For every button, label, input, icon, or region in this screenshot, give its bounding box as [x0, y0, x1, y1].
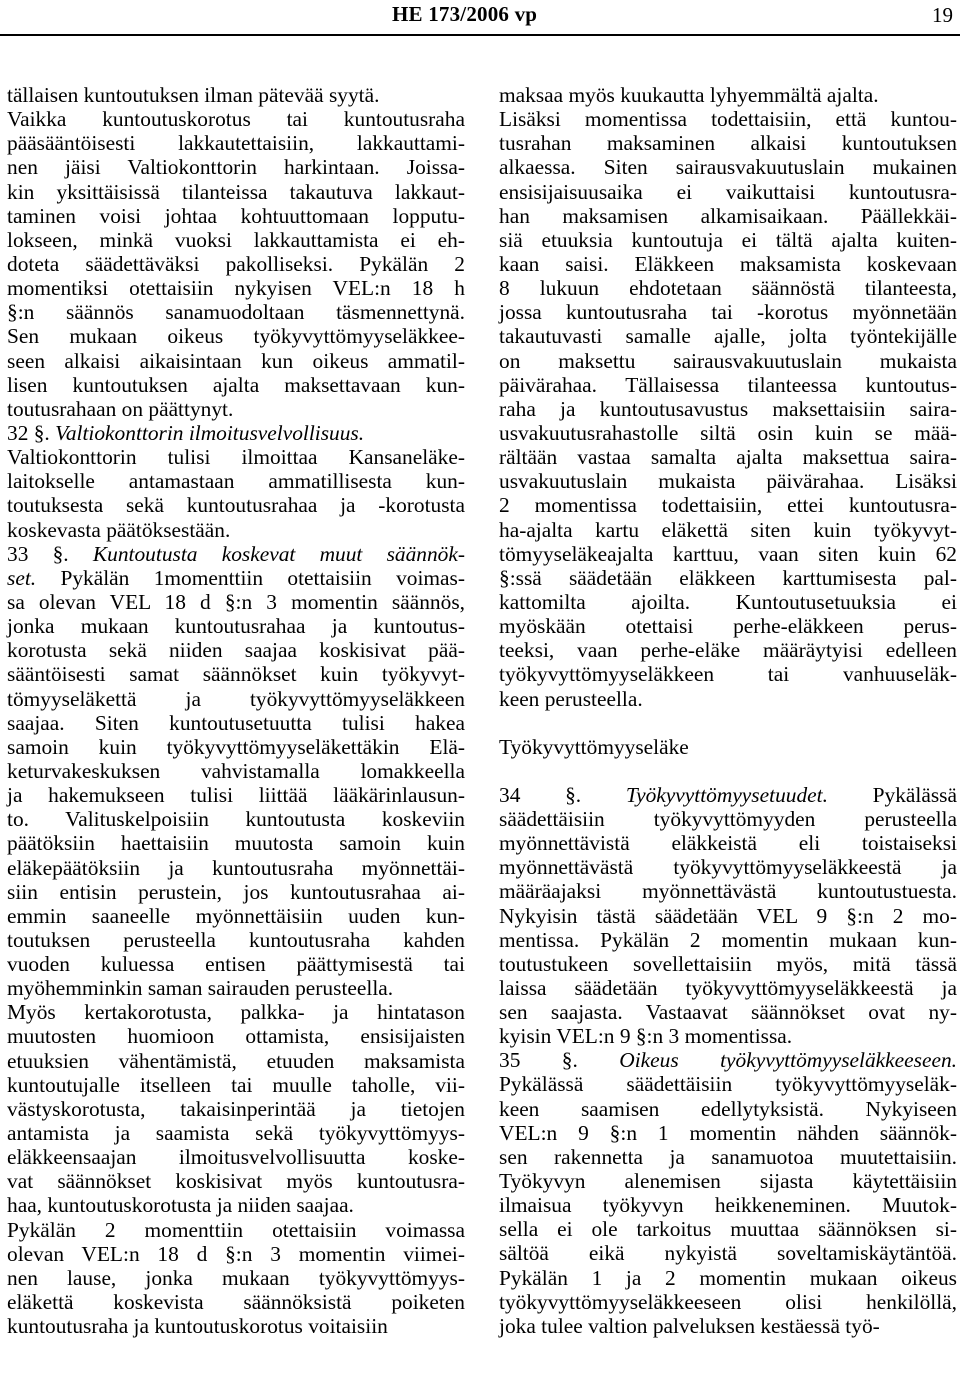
text-line: tusrahan maksaminen alkaisi kuntoutuksen [499, 131, 957, 156]
spacer [499, 711, 957, 735]
text-line: jonka mukaan kuntoutusrahaa ja kuntoutus- [7, 614, 465, 639]
text-line: eläkkeensaajan ilmoitusvelvollisuutta koske- [7, 1145, 465, 1170]
text-line: myöhemminkin saman sairauden perusteella. [7, 976, 394, 1001]
text-line: sältöä eikä nykyistä soveltamiskäytäntöä. [499, 1241, 957, 1266]
text-line: ilmaisua työkyvyn heikkeneminen. Muutok- [499, 1193, 957, 1218]
text-line: §:n säännös sanamuodoltaan täsmennettynä. [7, 300, 465, 325]
text-line: sääntöisesti samat säännökset kuin työkyvyt- [7, 662, 465, 687]
text-line: korotusta sekä niiden saajaa koskisivat pää- [7, 638, 465, 663]
text-line: pääsääntöisesti lakkautettaisiin, lakkauttami- [7, 131, 465, 156]
text-line: ja hakemukseen tulisi liittää lääkärinlausun- [7, 783, 465, 808]
text-line: maksaa myös kuukautta lyhyemmältä ajalta. [499, 83, 879, 107]
text-line: keen saamisen edellytyksistä. Nykyiseen [499, 1096, 957, 1121]
text-line: rältään vastaa samalta ajalta maksettua saira- [499, 445, 957, 470]
text-line: kuntoutusraha ja kuntoutuskorotus voitaisiin [7, 1314, 388, 1339]
text-line: sen saajasta. Vastaavat säännökset ovat ny- [499, 1000, 957, 1025]
text-line: työkyvyttömyyseläkkeeseen olisi henkilöllä, [499, 1289, 957, 1314]
text-line: alkaessa. Siten sairausvakuutuslain mukainen [499, 155, 957, 180]
text-line: Pykälässä säädettäisiin työkyvyttömyyseläk- [499, 1072, 957, 1097]
text-line: lokseen, minkä vuoksi lakkauttamista ei eh- [7, 227, 465, 252]
text-line: 8 lukuun ehdotetaan säännöstä tilanteesta, [499, 276, 957, 301]
text-line: takautuvasti samalle ajalle, jolta työntekijälle [499, 324, 957, 349]
text-line: raha ja kuntoutusavustus maksettaisiin saira- [499, 396, 957, 421]
text-line: tällaisen kuntoutuksen ilman pätevää syytä. [7, 83, 380, 107]
text-line: on maksettu sairausvakuutuslain mukaista [499, 348, 957, 373]
text-line: toutustukeen sovellettaisiin myös, mitä tässä [499, 951, 957, 976]
text-line: sella ei ole tarkoitus muuttaa säännöksen si- [499, 1217, 957, 1242]
text-line: teeksi, vaan perhe-eläke määräytyisi edelleen [499, 638, 957, 663]
text-line: nen jäisi Valtiokonttorin harkintaan. Joissa- [7, 155, 465, 180]
header-rule [0, 34, 960, 36]
text-line: keturvakeskuksen vahvistamalla lomakkeella [7, 758, 465, 783]
text-line: siin entisin perustein, jos kuntoutusrahaa ai- [7, 879, 465, 904]
text-line: päätöksiin haettaisiin muutosta samoin kuin [7, 831, 465, 856]
text-line: kyisin VEL:n 9 §:n 3 momentissa. [499, 1024, 793, 1049]
text-line: etuuksien vähentämistä, etuuden maksamista [7, 1048, 465, 1073]
text-line: Vaikka kuntoutuskorotus tai kuntoutusraha [7, 107, 465, 132]
document-id: HE 173/2006 vp [392, 2, 538, 26]
text-line: eläkettä koskevista säännöksistä poiketen [7, 1290, 465, 1315]
text-line: toutusrahaan on päättynyt. [7, 396, 234, 421]
text-line: myönnettävästä työkyvyttömyyseläkkeestä ja [499, 855, 957, 880]
text-line: jossa kuntoutusraha tai -korotus myönnetään [499, 300, 957, 325]
right-column [499, 83, 957, 1338]
text-line: to. Valituskelpoisiin kuntoutusta koskeviin [7, 807, 465, 832]
text-line: 2 momentissa todettaisiin, ettei kuntoutusra- [499, 493, 957, 518]
text-line: kuntoutujalle itselleen tai muulle taholle, vii- [7, 1072, 465, 1097]
text-line: usvakuutuslain mukaista päivärahaa. Lisäksi [499, 469, 957, 494]
text-line: doteta säädettäväksi pakolliseksi. Pykälän 2 [7, 251, 465, 276]
text-line: momentiksi otettaisiin nykyisen VEL:n 18 h [7, 276, 465, 301]
text-line: saajaa. Siten kuntoutusetuutta tulisi hakea [7, 710, 465, 735]
text-line: västyskorotusta, takaisinperintää ja tietojen [7, 1096, 465, 1121]
text-line: 32 §. Valtiokonttorin ilmoitusvelvollisuus. [7, 420, 365, 445]
section-title: Työkyvyttömyysetuudet. [625, 782, 828, 807]
text-line: lisen kuntoutuksen ajalta maksettavaan kun- [7, 372, 465, 397]
text-line: joka tulee valtion palveluksen kestäessä työ- [499, 1313, 880, 1338]
text-line: sen rakennetta ja sanamuotoa muutettaisiin. [499, 1144, 957, 1169]
text-line: ha-ajalta kartu eläkettä siten kuin työkyvyt- [499, 517, 957, 542]
section-title: Kuntoutusta koskevat muut säännök- [92, 541, 465, 566]
text-line: Myös kertakorotusta, palkka- ja hintatason [7, 1000, 465, 1025]
text-line: siä etuuksia kuntoutuja ei tältä ajalta kuiten- [499, 227, 957, 252]
text-line: myöskään otettaisi perhe-eläkkeen perus- [499, 614, 957, 639]
text-line: Nykyisin tästä säädetään VEL 9 §:n 2 mo- [499, 903, 957, 928]
section-title: Valtiokonttorin ilmoitusvelvollisuus. [55, 420, 365, 445]
text-line: mentissa. Pykälän 2 momentin mukaan kun- [499, 927, 957, 952]
text-line: usvakuutusrahastolle siltä osin kuin se mää- [499, 420, 957, 445]
text-line: Pykälän 1 ja 2 momentin mukaan oikeus [499, 1265, 957, 1290]
text-line: haa, kuntoutuskorotusta ja niiden saajaa. [7, 1193, 354, 1218]
text-line: Sen mukaan oikeus työkyvyttömyyseläkkee- [7, 324, 465, 349]
text-line: VEL:n 9 §:n 1 momentin nähden säännök- [499, 1120, 957, 1145]
text-line: keen perusteella. [499, 686, 643, 711]
text-line: Valtiokonttorin tulisi ilmoittaa Kansaneläke- [7, 445, 465, 470]
text-line: taminen voisi johtaa kohtuuttomaan lopputu- [7, 203, 465, 228]
text-line: päivärahaa. Tällaisessa tilanteessa kuntoutus- [499, 372, 957, 397]
text-line: seen alkaisi aikaisintaan kun oikeus ammatil- [7, 348, 465, 373]
left-column [7, 83, 465, 1338]
text-line: 33 §. Kuntoutusta koskevat muut säännök- [7, 541, 465, 566]
text-line: sa olevan VEL 18 d §:n 3 momentin säännös, [7, 589, 465, 614]
text-line: nen lause, jonka mukaan työkyvyttömyys- [7, 1265, 465, 1290]
text-line: toutuksen perusteella kuntoutusraha kahden [7, 927, 465, 952]
text-line: §:ssä säädetään eläkkeen karttumisesta pal- [499, 565, 957, 590]
page-header [0, 0, 960, 32]
text-line: han maksamisen alkamisaikaan. Päällekkäi- [499, 203, 957, 228]
text-line: 35 §. Oikeus työkyvyttömyyseläkkeeseen. [499, 1048, 957, 1073]
text-line: kin yksittäisissä tilanteissa takautuva lakkaut- [7, 179, 465, 204]
text-line: laitokselle antamastaan ammatillisesta kun- [7, 469, 465, 494]
text-line: Työkyvyn alenemisen sijasta käytettäisiin [499, 1169, 957, 1194]
section-heading: Työkyvyttömyyseläke [499, 734, 689, 759]
text-line: tömyyseläkettä ja työkyvyttömyyseläkkeen [7, 686, 465, 711]
text-line: myönnettävistä eläkkeistä eli toistaiseksi [499, 831, 957, 856]
text-line: Pykälän 2 momenttiin otettaisiin voimassa [7, 1217, 465, 1242]
page-number: 19 [932, 3, 953, 27]
text-line: kattomilta ajoilta. Kuntoutusetuuksia ei [499, 589, 957, 614]
text-line: set. Pykälän 1momenttiin otettaisiin voimas- [7, 565, 465, 590]
text-line: eläkepäätöksiin ja kuntoutusraha myönnettäi- [7, 855, 465, 880]
text-line: kaan saisi. Eläkkeen maksamista koskevaan [499, 251, 957, 276]
text-line: vat säännökset koskisivat myös kuntoutusra- [7, 1169, 465, 1194]
text-line: määräajaksi myönnettävästä kuntoutustuesta. [499, 879, 957, 904]
text-line: samoin kuin työkyvyttömyyseläkettäkin Elä- [7, 734, 465, 759]
text-line: olevan VEL:n 18 d §:n 3 momentin viimei- [7, 1241, 465, 1266]
text-line: työkyvyttömyyseläkkeen tai vanhuuseläk- [499, 662, 957, 687]
text-line: koskevasta päätöksestään. [7, 517, 231, 542]
text-line: ensisijaisuusaika ei vaikuttaisi kuntoutusra- [499, 179, 957, 204]
text-line: laissa säädetään työkyvyttömyyseläkkeestä ja [499, 975, 957, 1000]
text-line: emmin saaneelle myönnettäisiin uuden kun- [7, 903, 465, 928]
text-line: antamista ja saamista sekä työkyvyttömyys- [7, 1121, 465, 1146]
text-line: säädettäisiin työkyvyttömyyden perusteella [499, 806, 957, 831]
section-title: set. [7, 565, 37, 590]
section-title: Oikeus työkyvyttömyyseläkkeeseen. [619, 1048, 957, 1073]
spacer [499, 759, 957, 783]
text-line: vuoden kuluessa entisen päättymisestä tai [7, 952, 465, 977]
text-line: muutosten huomioon ottamista, ensisijaisten [7, 1024, 465, 1049]
text-line: 34 §. Työkyvyttömyysetuudet. Pykälässä [499, 782, 957, 807]
text-line: toutuksesta sekä kuntoutusrahaa ja -korotusta [7, 493, 465, 518]
text-line: tömyyseläkeajalta karttuu, vaan siten kuin 62 [499, 541, 957, 566]
text-line: Lisäksi momentissa todettaisiin, että kuntou- [499, 107, 957, 132]
